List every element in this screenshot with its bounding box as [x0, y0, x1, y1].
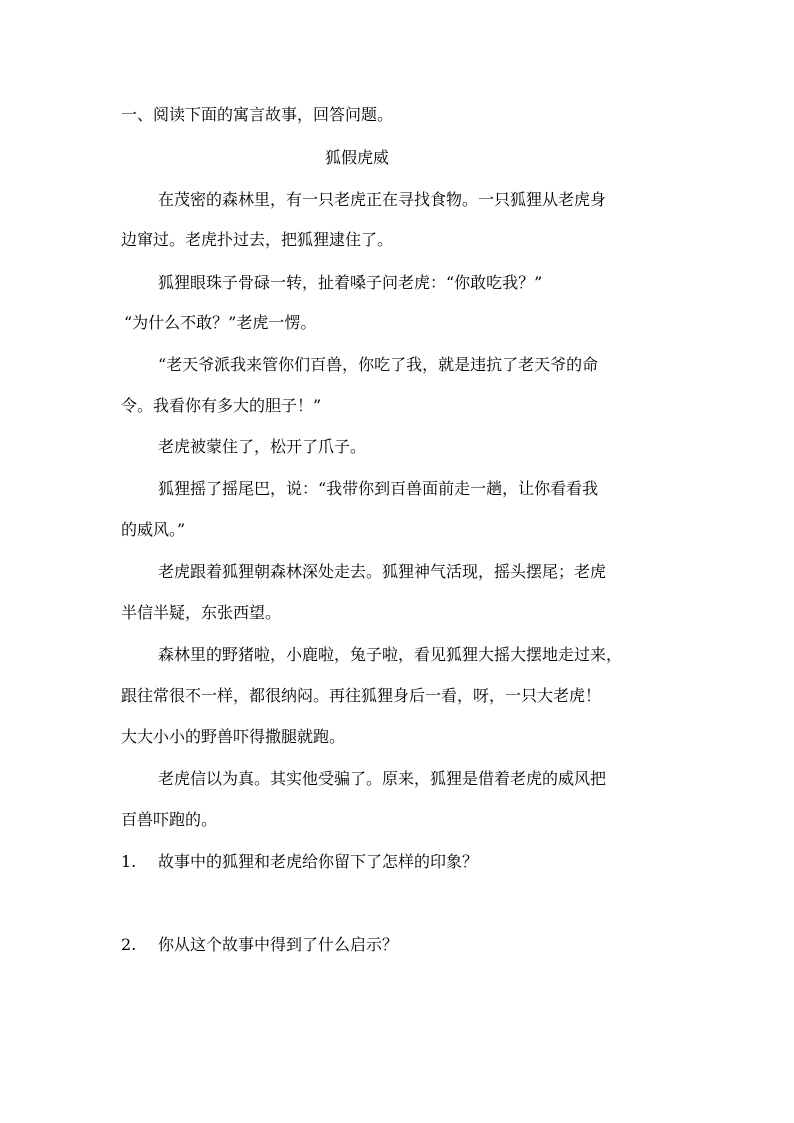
paragraph-7-line-1: 老虎跟着狐狸朝森林深处走去。狐狸神气活现，摇头摆尾；老虎 — [158, 562, 607, 581]
question-2-text: 你从这个故事中得到了什么启示？ — [158, 935, 399, 954]
paragraph-6-line-1: 狐狸摇了摇尾巴，说：“我带你到百兽面前走一趟，让你看看我 — [158, 479, 599, 498]
story-title: 狐假虎威 — [325, 148, 390, 167]
paragraph-7-line-2: 半信半疑，东张西望。 — [121, 603, 282, 622]
paragraph-1-line-1: 在茂密的森林里，有一只老虎正在寻找食物。一只狐狸从老虎身 — [158, 190, 607, 209]
question-1-text: 故事中的狐狸和老虎给你留下了怎样的印象？ — [158, 852, 479, 871]
paragraph-6-line-2: 的威风。” — [121, 520, 186, 539]
paragraph-1-line-2: 边窜过。老虎扑过去，把狐狸逮住了。 — [121, 230, 394, 249]
paragraph-5-line-1: 老虎被蒙住了，松开了爪子。 — [158, 437, 367, 456]
paragraph-4-line-1: “老天爷派我来管你们百兽，你吃了我，就是违抗了老天爷的命 — [158, 355, 599, 374]
paragraph-8-line-1: 森林里的野猪啦，小鹿啦，兔子啦，看见狐狸大摇大摆地走过来， — [158, 645, 623, 664]
paragraph-9-line-2: 百兽吓跑的。 — [121, 810, 218, 829]
paragraph-4-line-2: 令。我看你有多大的胆子！” — [121, 396, 322, 415]
paragraph-3-line-1: “为什么不敢？”老虎一愣。 — [124, 313, 317, 332]
question-2-number: 2. — [121, 935, 137, 954]
paragraph-9-line-1: 老虎信以为真。其实他受骗了。原来，狐狸是借着老虎的威风把 — [158, 769, 607, 788]
paragraph-8-line-3: 大大小小的野兽吓得撒腿就跑。 — [121, 727, 346, 746]
instruction-heading: 一、阅读下面的寓言故事，回答问题。 — [121, 105, 394, 124]
question-1-number: 1. — [121, 852, 137, 871]
paragraph-8-line-2: 跟往常很不一样，都很纳闷。再往狐狸身后一看，呀，一只大老虎！ — [121, 686, 602, 705]
paragraph-2-line-1: 狐狸眼珠子骨碌一转，扯着嗓子问老虎：“你敢吃我？” — [158, 273, 543, 292]
